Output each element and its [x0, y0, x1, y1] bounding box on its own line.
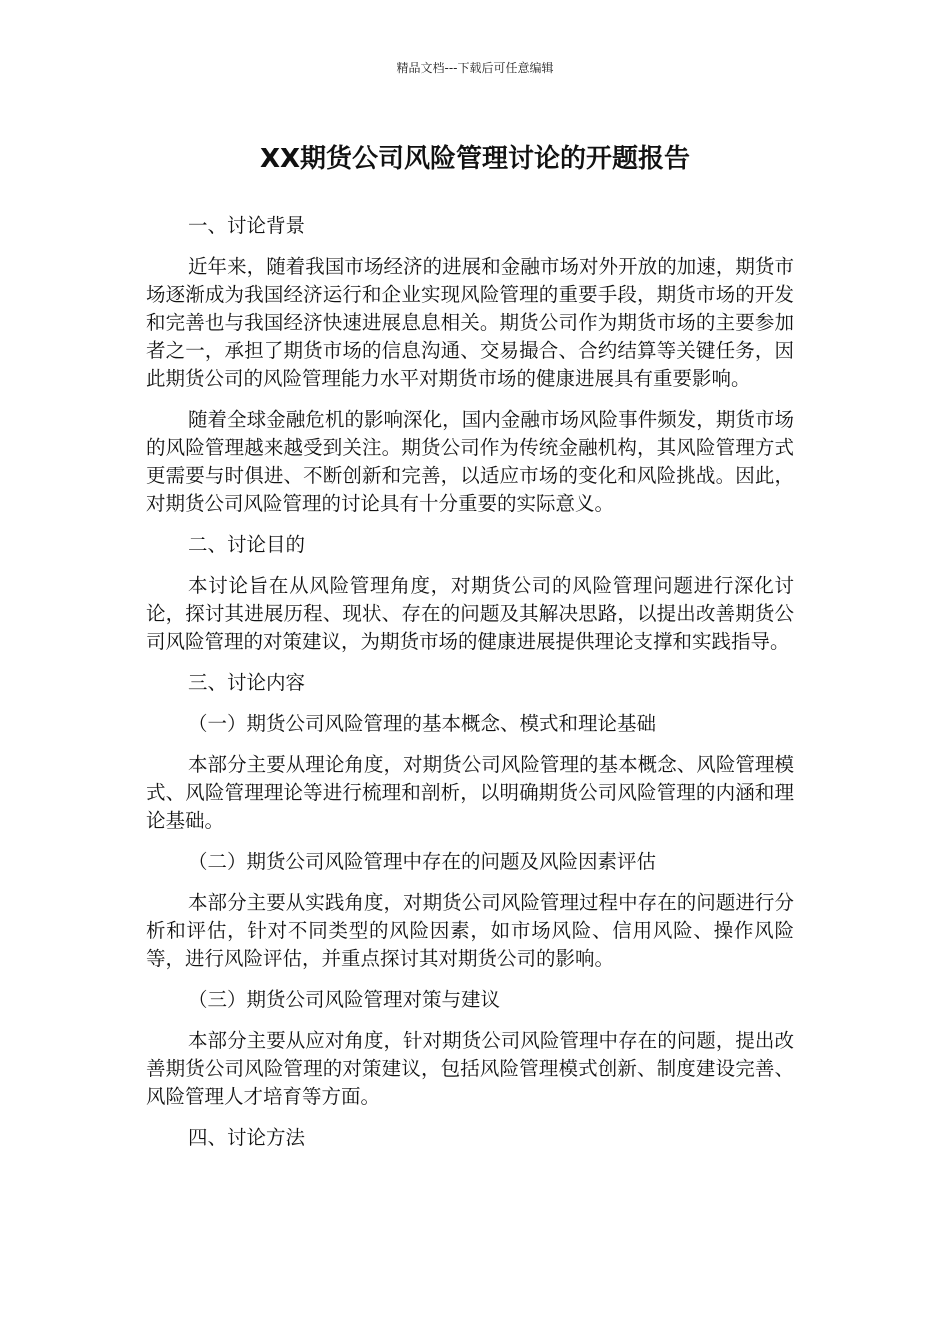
- subsection-heading-1: （一）期货公司风险管理的基本概念、模式和理论基础: [188, 712, 657, 735]
- paragraph-background-1: 近年来，随着我国市场经济的进展和金融市场对外开放的加速，期货市场逐渐成为我国经济运行和企业实现风险管理的重要手段，期货市场的开发和完善也与我国经济快速进展息息相关。期货公司作为期货市场的主要参加者之一，承担了期货市场的信息沟通、交易撮合、合约结算等关键任务，因此期货公司的风险管理能力水平对期货市场的健康进展具有重要影响。: [146, 255, 794, 390]
- section-heading-content: 三、讨论内容: [188, 671, 306, 694]
- subsection-heading-3: （三）期货公司风险管理对策与建议: [188, 988, 501, 1011]
- document-title: XX期货公司风险管理讨论的开题报告: [259, 144, 691, 174]
- section-heading-method: 四、讨论方法: [188, 1126, 306, 1149]
- subsection-heading-2: （二）期货公司风险管理中存在的问题及风险因素评估: [188, 850, 657, 873]
- paragraph-background-2: 随着全球金融危机的影响深化，国内金融市场风险事件频发，期货市场的风险管理越来越受到关注。期货公司作为传统金融机构，其风险管理方式更需要与时俱进、不断创新和完善，以适应市场的变化和风险挑战。因此，对期货公司风险管理的讨论具有十分重要的实际意义。: [146, 408, 794, 515]
- header-note: 精品文档---下载后可任意编辑: [396, 61, 554, 75]
- section-heading-purpose: 二、讨论目的: [188, 533, 306, 556]
- section-heading-background: 一、讨论背景: [188, 214, 306, 237]
- paragraph-purpose: 本讨论旨在从风险管理角度，对期货公司的风险管理问题进行深化讨论，探讨其进展历程、现状、存在的问题及其解决思路，以提出改善期货公司风险管理的对策建议，为期货市场的健康进展提供理论支撑和实践指导。: [146, 574, 794, 653]
- subsection-paragraph-1: 本部分主要从理论角度，对期货公司风险管理的基本概念、风险管理模式、风险管理理论等进行梳理和剖析，以明确期货公司风险管理的内涵和理论基础。: [146, 753, 794, 832]
- subsection-paragraph-2: 本部分主要从实践角度，对期货公司风险管理过程中存在的问题进行分析和评估，针对不同类型的风险因素，如市场风险、信用风险、操作风险等，进行风险评估，并重点探讨其对期货公司的影响。: [146, 891, 794, 970]
- subsection-paragraph-3: 本部分主要从应对角度，针对期货公司风险管理中存在的问题，提出改善期货公司风险管理的对策建议，包括风险管理模式创新、制度建设完善、风险管理人才培育等方面。: [146, 1029, 794, 1108]
- document-body: [146, 212, 794, 1165]
